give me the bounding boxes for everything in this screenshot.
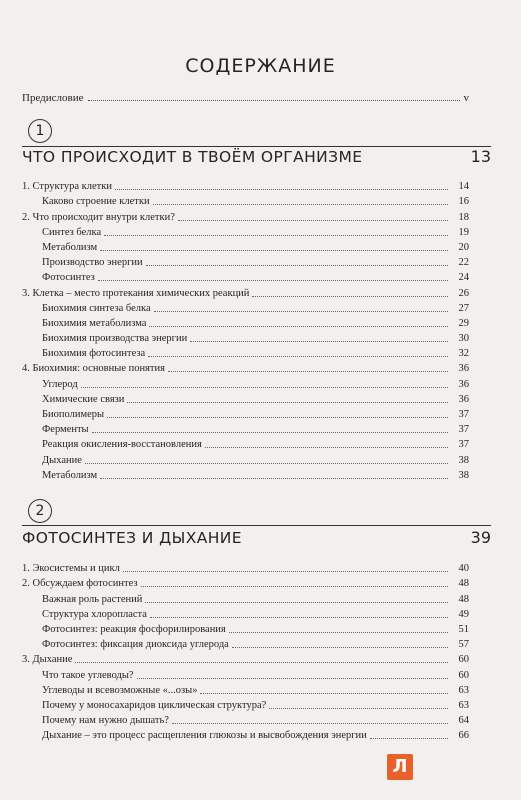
toc-entry-title: 4. Биохимия: основные понятия: [22, 363, 165, 375]
toc-entry-title: Синтез белка: [42, 226, 102, 238]
toc-entry-title: Производство энергии: [42, 257, 143, 269]
dot-leader: [232, 647, 448, 648]
toc-entry: [22, 436, 469, 451]
dot-leader: [104, 235, 448, 236]
chapter-title: ЧТО ПРОИСХОДИТ В ТВОЁМ ОРГАНИЗМЕ: [22, 148, 363, 166]
toc-entry-title: Каково строение клетки: [42, 196, 150, 208]
dot-leader: [190, 341, 448, 342]
toc-entry-page: 38: [458, 469, 469, 481]
dot-leader: [85, 463, 448, 464]
dot-leader: [154, 311, 448, 312]
toc-entry: [22, 208, 469, 223]
toc-entry-page: 36: [458, 378, 469, 390]
page-title: СОДЕРЖАНИЕ: [185, 55, 336, 77]
toc-entry-page: 64: [458, 715, 469, 727]
toc-entry: [22, 421, 469, 436]
chapter-number-badge: 1: [28, 119, 52, 143]
toc-entry-page: 38: [458, 454, 469, 466]
toc-entry: [22, 315, 469, 330]
toc-entry-page: 24: [458, 272, 469, 284]
toc-entry-title: Биохимия фотосинтеза: [42, 348, 146, 360]
toc-entry: [22, 269, 469, 284]
toc-entry-page: 16: [458, 196, 469, 208]
toc-entry: [22, 330, 469, 345]
preface-page: v: [463, 92, 469, 104]
toc-entry-title: 2. Что происходит внутри клетки?: [22, 211, 175, 223]
toc-entry-page: 20: [458, 241, 469, 253]
toc-entry-page: 19: [458, 226, 469, 238]
toc-entry-title: Фотосинтез: реакция фосфорилирования: [42, 623, 226, 635]
toc-entry-page: 18: [458, 211, 469, 223]
chapter-number-badge: 2: [28, 499, 52, 523]
toc-entry: [22, 697, 469, 712]
dot-leader: [200, 693, 448, 694]
dot-leader: [81, 387, 448, 388]
toc-entry: [22, 406, 469, 421]
toc-entry-title: 3. Дыхание: [22, 654, 73, 666]
dot-leader: [252, 296, 448, 297]
toc-entry: [22, 575, 469, 590]
toc-entry-page: 32: [458, 348, 469, 360]
toc-entry-title: Фотосинтез: фиксация диоксида углерода: [42, 639, 229, 651]
dot-leader: [98, 280, 448, 281]
toc-entry: [22, 193, 469, 208]
dot-leader: [115, 189, 448, 190]
dot-leader: [229, 632, 448, 633]
dot-leader: [178, 220, 448, 221]
dot-leader: [145, 602, 448, 603]
toc-entry: [22, 666, 469, 681]
preface-entry: [22, 90, 469, 104]
toc-entry: [22, 467, 469, 482]
toc-entry-title: Реакция окисления-восстановления: [42, 439, 202, 451]
toc-entry-page: 37: [458, 409, 469, 420]
toc-entry-title: Метаболизм: [42, 241, 98, 253]
toc-entry-title: Важная роль растений: [42, 593, 143, 605]
toc-entry-title: Биохимия производства энергии: [42, 333, 188, 345]
toc-entry-page: 37: [458, 439, 469, 451]
dot-leader: [123, 571, 448, 572]
toc-entry-page: 49: [458, 608, 469, 620]
chapter-heading: [22, 527, 491, 547]
toc-entry-page: 27: [458, 302, 469, 314]
toc-entry: [22, 178, 469, 193]
toc-entry: [22, 345, 469, 360]
toc-entry-title: Почему у моносахаридов циклическая структура?: [42, 699, 267, 711]
toc-entry-title: Углерод: [42, 378, 78, 390]
preface-label: Предисловие: [22, 92, 84, 104]
toc-entry-title: Фотосинтез: [42, 272, 95, 284]
toc-entry-page: 60: [458, 669, 469, 681]
dot-leader: [88, 100, 460, 101]
dot-leader: [141, 586, 448, 587]
dot-leader: [172, 723, 448, 724]
toc-entry-page: 29: [458, 317, 469, 329]
toc-entry-page: 22: [458, 257, 469, 269]
chapter-title: ФОТОСИНТЕЗ И ДЫХАНИЕ: [22, 529, 242, 547]
dot-leader: [100, 250, 448, 251]
toc-entry-page: 48: [458, 578, 469, 590]
toc-entry: [22, 391, 469, 406]
toc-entry-title: Биохимия синтеза белка: [42, 302, 151, 314]
dot-leader: [92, 432, 448, 433]
chapter-page: 39: [470, 528, 491, 547]
toc-entry-title: Почему нам нужно дышать?: [42, 715, 169, 727]
toc-entry-page: 48: [458, 593, 469, 605]
toc-entry-page: 66: [458, 730, 469, 742]
toc-entry: [22, 300, 469, 315]
toc-entry-title: Дыхание: [42, 454, 82, 466]
toc-entry-page: 60: [458, 654, 469, 666]
toc-entry: [22, 560, 469, 575]
toc-entry-page: 63: [458, 699, 469, 711]
chapter-divider: [22, 525, 491, 526]
dot-leader: [205, 447, 448, 448]
toc-entry: [22, 727, 469, 742]
dot-leader: [107, 417, 448, 418]
dot-leader: [150, 617, 448, 618]
toc-entry-page: 40: [458, 563, 469, 575]
dot-leader: [370, 738, 448, 739]
toc-entry: [22, 224, 469, 239]
toc-entry: [22, 360, 469, 375]
toc-entry-title: 2. Обсуждаем фотосинтез: [22, 578, 138, 590]
dot-leader: [75, 662, 448, 663]
toc-entry-title: 1. Структура клетки: [22, 181, 112, 193]
chapter-heading: [22, 146, 491, 166]
toc-entry: [22, 621, 469, 636]
chapter-1-entries: [22, 178, 469, 482]
chapter-page: 13: [470, 147, 491, 166]
toc-entry: [22, 375, 469, 390]
publisher-logo: Л: [387, 754, 413, 780]
toc-entry-page: 63: [458, 684, 469, 696]
toc-entry: [22, 651, 469, 666]
dot-leader: [148, 356, 448, 357]
toc-entry-page: 36: [458, 393, 469, 405]
toc-entry-page: 14: [458, 181, 469, 193]
toc-entry-page: 37: [458, 424, 469, 436]
dot-leader: [127, 402, 448, 403]
toc-entry: [22, 239, 469, 254]
toc-entry-title: Биохимия метаболизма: [42, 317, 147, 329]
toc-entry-title: Химические связи: [42, 393, 125, 405]
toc-entry: [22, 606, 469, 621]
toc-entry-title: Ферменты: [42, 424, 89, 436]
toc-entry-title: Углеводы и всевозможные «...озы»: [42, 684, 198, 696]
dot-leader: [153, 204, 448, 205]
dot-leader: [146, 265, 448, 266]
dot-leader: [100, 478, 448, 479]
toc-entry-title: Структура хлоропласта: [42, 608, 147, 620]
toc-entry-title: Дыхание – это процесс расщепления глюкозы и высвобождения энергии: [42, 730, 367, 742]
toc-entry-page: 30: [458, 333, 469, 345]
dot-leader: [137, 678, 448, 679]
toc-entry-title: Биополимеры: [42, 409, 105, 420]
toc-entry-title: 1. Экосистемы и цикл: [22, 563, 120, 575]
toc-entry-page: 26: [458, 287, 469, 299]
toc-entry: [22, 682, 469, 697]
dot-leader: [269, 708, 448, 709]
toc-entry: [22, 636, 469, 651]
toc-entry: [22, 451, 469, 466]
toc-entry-title: Метаболизм: [42, 469, 98, 481]
dot-leader: [168, 371, 448, 372]
toc-entry-page: 36: [458, 363, 469, 375]
toc-entry-page: 57: [458, 639, 469, 651]
toc-entry-title: 3. Клетка – место протекания химических реакций: [22, 287, 250, 299]
toc-entry: [22, 284, 469, 299]
toc-entry-title: Что такое углеводы?: [42, 669, 134, 681]
chapter-2-entries: [22, 560, 469, 742]
dot-leader: [149, 326, 448, 327]
toc-entry: [22, 590, 469, 605]
toc-entry: [22, 712, 469, 727]
toc-entry: [22, 254, 469, 269]
toc-entry-page: 51: [458, 623, 469, 635]
